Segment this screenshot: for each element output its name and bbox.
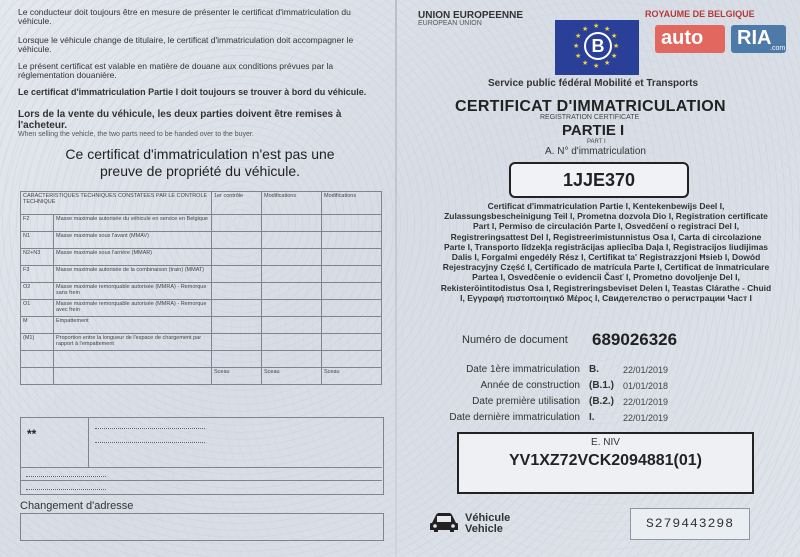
table-header: 1er contrôle <box>212 192 262 215</box>
vehicle-label-nl: Vehicle <box>465 523 503 535</box>
row-code: F3 <box>21 266 54 283</box>
country-fr: ROYAUME DE BELGIQUE <box>645 9 755 19</box>
notice-block-3 <box>18 62 383 80</box>
autoria-com: .com <box>770 45 786 52</box>
serial-number: S279443298 <box>630 508 750 540</box>
autoria-watermark <box>645 13 790 53</box>
field-value-b: 22/01/2019 <box>623 365 669 375</box>
field-code-b: B. <box>589 364 599 375</box>
vin-label: E. NIV <box>591 437 620 448</box>
partie-label: PARTIE I <box>562 122 625 139</box>
technical-table <box>20 191 382 385</box>
field-label-i: Date dernière immatriculation <box>449 412 580 423</box>
stars-mark: ** <box>27 427 37 441</box>
table-row <box>21 283 382 300</box>
table-header: Modifications <box>262 192 322 215</box>
eu-flag-icon: ★ ★ ★ ★ ★ ★ ★ ★ ★ ★ ★ ★ B <box>555 20 639 75</box>
ownership-notice: Ce certificat d'immatriculation n'est pas une preuve de propriété du véhicule. <box>65 146 335 179</box>
certificate-title: CERTIFICAT D'IMMATRICULATION <box>455 98 726 115</box>
row-code: F2 <box>21 215 54 232</box>
table-row <box>21 215 382 232</box>
changement-adresse-label: Changement d'adresse <box>20 500 134 512</box>
eu-country-letter: B <box>584 32 612 60</box>
autoria-ria: RIA <box>737 27 772 49</box>
field-value-b2: 22/01/2019 <box>623 397 669 407</box>
document-number: 689026326 <box>592 330 678 349</box>
table-row <box>21 351 382 368</box>
sceau-label: Sceau <box>322 368 382 385</box>
table-row <box>21 317 382 334</box>
row-code: M <box>21 317 54 334</box>
table-row <box>21 300 382 317</box>
field-value-i: 22/01/2019 <box>623 413 669 423</box>
notice-fr-3: Le présent certificat est valable en matière de douane aux conditions prévues par la réglementation douanière. <box>18 61 334 80</box>
field-value-b1: 01/01/2018 <box>623 381 669 391</box>
document-number-label: Numéro de document <box>462 334 568 346</box>
row-label: Masse maximale remorquable autorisée (MMRA) - Remorque avec frein <box>54 300 212 317</box>
sceau-label: Sceau <box>212 368 262 385</box>
row-label: Masse maximale autorisée du véhicule en service en Belgique <box>54 215 212 232</box>
sceau-label: Sceau <box>262 368 322 385</box>
field-code-b2: (B.2.) <box>589 396 614 407</box>
plate-label: A. N° d'immatriculation <box>545 146 646 157</box>
notice-fr-5: Lors de la vente du véhicule, les deux parties doivent être remises à l'acheteur. <box>18 109 342 131</box>
union-en: EUROPEAN UNION <box>418 20 482 27</box>
notice-fr-1: Le conducteur doit toujours être en mesure de présenter le certificat d'immatriculation du véhicule. <box>18 7 351 26</box>
table-row-sceau <box>21 368 382 385</box>
row-code: N2+N3 <box>21 249 54 266</box>
row-label: Masse maximale remorquable autorisée (MMRA) - Remorque sans frein <box>54 283 212 300</box>
table-row <box>21 266 382 283</box>
row-code: O1 <box>21 300 54 317</box>
table-row <box>21 249 382 266</box>
row-code: (M1) <box>21 334 54 351</box>
notice-fr-2: Lorsque le véhicule change de titulaire, le certificat d'immatriculation doit accompagner le véhicule. <box>18 35 354 54</box>
row-label: Proportion entre la longueur de l'espace de chargement par rapport à l'empattement <box>54 334 212 351</box>
plate-box <box>509 162 689 198</box>
table-header: CARACTERISTIQUES TECHNIQUES CONSTATEES PAR LE CONTROLE TECHNIQUE <box>21 192 212 215</box>
address-change-box <box>20 513 384 541</box>
notice-block-5 <box>18 109 383 139</box>
field-label-b1: Année de construction <box>480 380 580 391</box>
fold-line <box>395 0 397 557</box>
notice-block-2 <box>18 36 383 54</box>
notice-en-5: When selling the vehicle, the two parts need to be handed over to the buyer. <box>18 131 254 138</box>
row-code: O2 <box>21 283 54 300</box>
vin-number: YV1XZ72VCK2094881(01) <box>508 452 702 469</box>
notice-block-1 <box>18 8 383 26</box>
table-row <box>21 334 382 351</box>
certificate-title-en: REGISTRATION CERTIFICATE <box>540 114 640 121</box>
table-row <box>21 232 382 249</box>
row-label: Masse maximale sous l'arrière (MMAR) <box>54 249 212 266</box>
service-name: Service public fédéral Mobilité et Transports <box>488 78 699 89</box>
autoria-word: auto <box>661 27 704 49</box>
row-label: Masse maximale sous l'avant (MMAV) <box>54 232 212 249</box>
multilingual-text: Certificat d'immatriculation Partie I, Kentekenbewijs Deel I, Zulassungsbescheinigung Teil I, Prometna dozvola Dio I, Registration certificate Part I, Permiso de circulación Parte I, Osvedčení o registraci Del I, Registreringsattest Del I, Registreerimistunnistus Osa I, Carta di circolazione Parte I, Transporto līdzekļa registrācijas apliecība Daļa I, Registracijos liudijimas Dalis I, Forgalmi engedély Rész I, Certifikat ta' Registrazzjoni Ħsieb I, Dowód Rejestracyjny Część I, Certificado de matrícula Parte I, Certificat de înmatriculare Partea I, Osvedčenie o evidencii Časť I, Prometno dovoljenje Del I, Rekisteröintitodistus Osa I, Registreringsbeviset Delen I, Teastas Clárathe - Chuid I, Εγγραφή πιστοποιητικό Μέρος Ι, Свидетелство о регистрации Част I <box>440 201 772 303</box>
notice-fr-4: Le certificat d'immatriculation Partie I doit toujours se trouver à bord du véhicule. <box>18 87 367 97</box>
vehicle-label-fr: Véhicule <box>465 512 511 524</box>
plate-number: 1JJE370 <box>562 170 636 190</box>
field-label-b: Date 1ère immatriculation <box>466 364 580 375</box>
row-label: Masse maximale autorisée de la combinaison (train) (MMAT) <box>54 266 212 283</box>
car-icon <box>428 510 460 534</box>
field-label-b2: Date première utilisation <box>472 396 580 407</box>
field-code-b1: (B.1.) <box>589 380 614 391</box>
vin-box <box>457 432 754 494</box>
row-label: Empattement <box>54 317 212 334</box>
row-code: N1 <box>21 232 54 249</box>
notice-block-4 <box>18 87 383 97</box>
field-code-i: I. <box>589 412 595 423</box>
part-en: PART I <box>587 139 606 145</box>
table-header: Modifications <box>322 192 382 215</box>
union-fr: UNION EUROPEENNE <box>418 10 524 21</box>
